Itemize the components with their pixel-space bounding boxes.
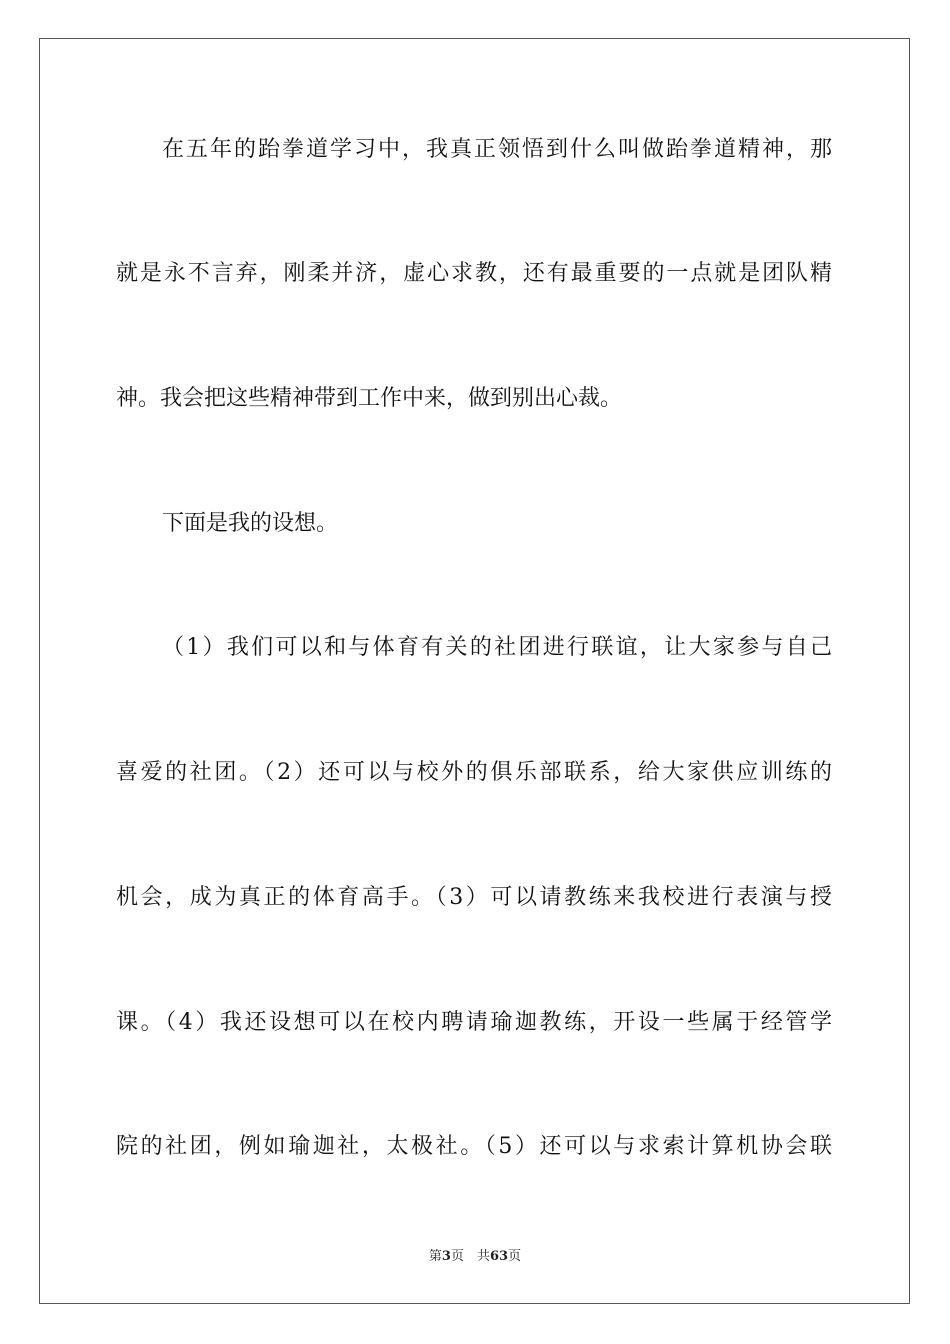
page-current: 3 [441, 1249, 451, 1264]
paragraph-1-line-1: 在五年的跆拳道学习中，我真正领悟到什么叫做跆拳道精神，那 [162, 137, 832, 162]
paragraph-1-line-3: 神。我会把这些精神带到工作中来，做到别出心裁。 [116, 386, 623, 411]
paragraph-3-line-5: 院的社团，例如瑜迦社，太极社。（5）还可以与求索计算机协会联 [116, 1134, 832, 1159]
page-suffix: 页 [508, 1249, 522, 1264]
paragraph-1-line-2: 就是永不言弃，刚柔并济，虚心求教，还有最重要的一点就是团队精 [116, 261, 832, 286]
page-total: 63 [489, 1249, 509, 1264]
page-prefix: 第 [428, 1249, 442, 1264]
paragraph-3-line-1: （1）我们可以和与体育有关的社团进行联谊，让大家参与自己 [162, 635, 832, 660]
paragraph-3-line-3: 机会，成为真正的体育高手。（3）可以请教练来我校进行表演与授 [116, 885, 832, 910]
paragraph-3-line-4: 课。（4）我还设想可以在校内聘请瑜迦教练，开设一些属于经管学 [116, 1010, 832, 1035]
page-frame [39, 38, 910, 1304]
page-number-footer [0, 1248, 950, 1266]
paragraph-2-line-1: 下面是我的设想。 [162, 511, 339, 536]
page-mid: 页 共 [450, 1249, 490, 1264]
paragraph-3-line-2: 喜爱的社团。（2）还可以与校外的俱乐部联系，给大家供应训练的 [116, 760, 832, 785]
